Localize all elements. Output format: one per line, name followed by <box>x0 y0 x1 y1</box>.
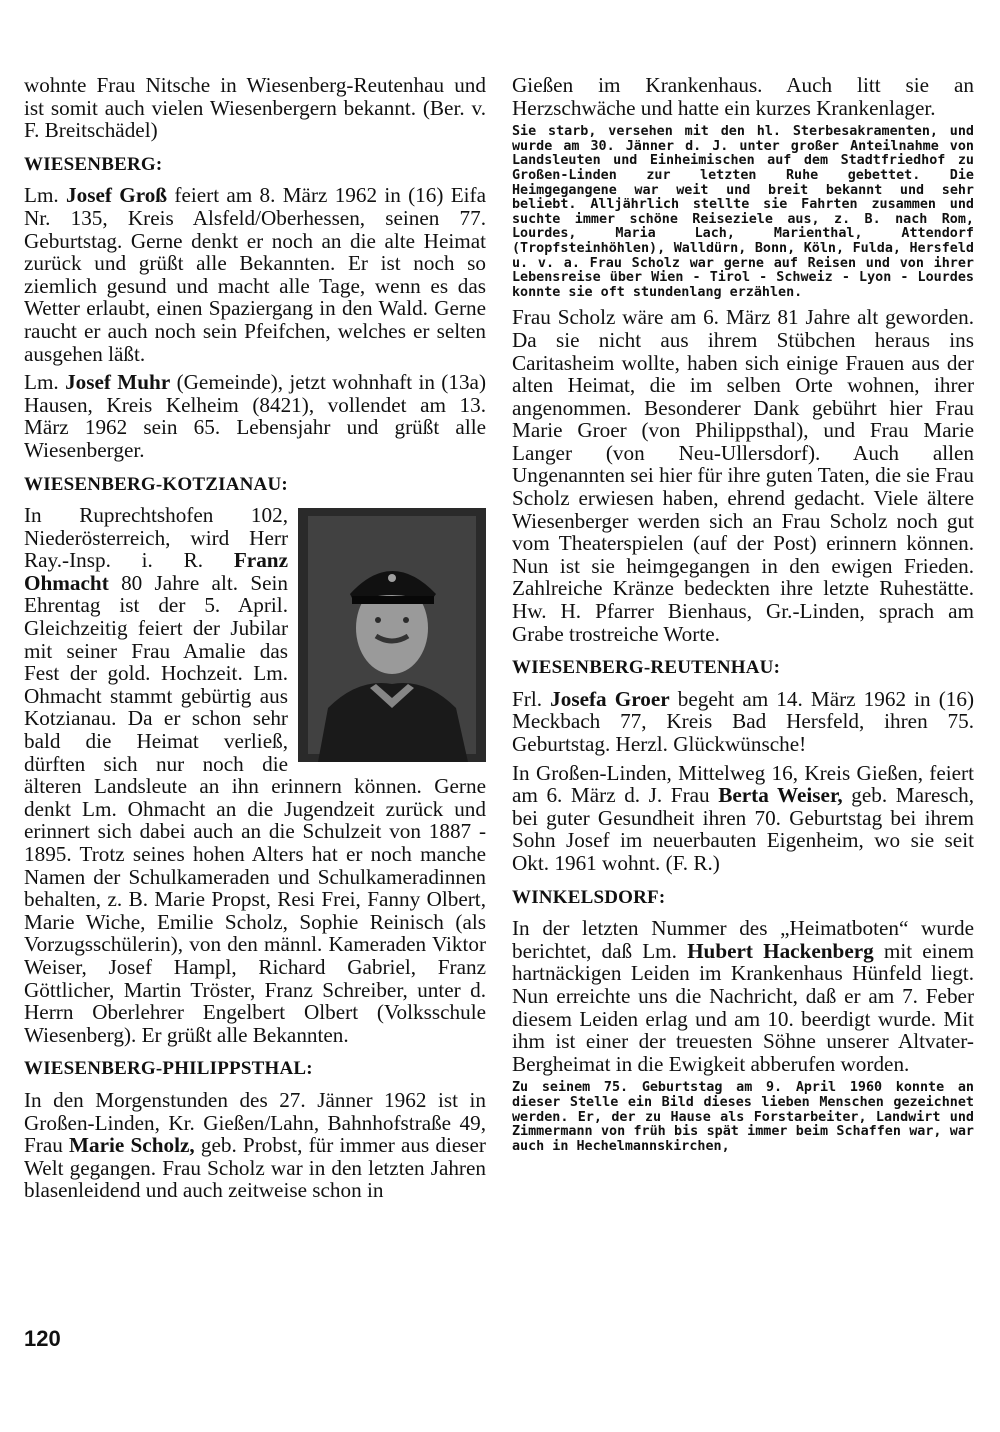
text: begeht am 14. März 1962 in (16) Meckbach 77, Kreis Bad Hersfeld, ihren 75. Geburtstag. Herzl. Glückwünsche! <box>512 686 975 756</box>
section-heading-reutenhau: WIESENBERG-REUTENHAU: <box>512 657 781 679</box>
article-josefa-groer <box>512 688 974 756</box>
text: In Ruprechtshofen 102, Niederösterreich, wird Herr Ray.-Insp. i. R. <box>24 503 288 573</box>
small-print-paragraph: Sie starb, versehen mit den hl. Sterbesakramenten, und wurde am 30. Jänner d. J. unter großer Anteilnahme von Landsleuten und Einheimischen auf dem Stadtfriedhof zu Großen-Linden zur letzten Ruhe gebettet. Die Heimgegangene war weit und breit bekannt und sehr beliebt. Alljährlich stellte sie Fahrten zusammen und suchte immer schöne Reiseziele aus, z. B. nach Rom, Lourdes, Maria Lach, Marienthal, Attendorf (Tropfsteinhöhlen), Walldürn, Bonn, Köln, Fulda, Hersfeld u. v. a. Frau Scholz war gerne auf Reisen und von ihrer Lebensreise über Wien - Tirol - Schweiz - Lyon - Lourdes konnte sie oft stundenlang erzählen. <box>512 124 974 300</box>
person-name: Josef Muhr <box>65 370 171 395</box>
article-marie-scholz <box>24 1089 486 1202</box>
section-heading-philippsthal: WIESENBERG-PHILIPPSTHAL: <box>24 1058 313 1080</box>
text: In Großen-Linden, Mittelweg 16, Kreis Gießen, feiert am 6. März d. J. Frau <box>512 760 974 808</box>
section-heading-wiesenberg: WIESENBERG: <box>24 153 163 175</box>
portrait-illustration <box>298 508 486 762</box>
article-berta-weiser <box>512 762 974 875</box>
section-heading-kotzianau: WIESENBERG-KOTZIANAU: <box>24 473 288 495</box>
text: geb. Maresch, bei guter Gesundheit ihren 70. Geburtstag bei ihrem Sohn Josef im neuerbauten Eigenheim, wo sie seit Okt. 1961 wohnt. (F. R.) <box>512 783 975 875</box>
person-name: Josef Groß <box>66 183 168 208</box>
section-heading-winkelsdorf: WINKELSDORF: <box>512 886 666 908</box>
text: geb. Probst, für immer aus dieser Welt gegangen. Frau Scholz war in den letzten Jahren blasenleidend und auch zeitweise schon in <box>24 1133 486 1203</box>
article-franz-ohmacht <box>24 504 486 1046</box>
person-name: Franz Ohmacht <box>24 548 288 595</box>
text: feiert am 8. März 1962 in (16) Eifa Nr. 135, Kreis Alsfeld/Oberhessen, seinen 77. Geburtstag. Gerne denkt er noch an die alte Heimat zurück und grüßt alle Bekannten. Er ist noch so ziemlich gesund und macht alle Tage, wenn es das Wetter erlaubt, einen Spaziergang in den Wald. Gerne raucht er auch noch sein Pfeifchen, welches er selten ausgehen läßt. <box>24 183 487 366</box>
text: In den Morgenstunden des 27. Jänner 1962 ist in Großen-Linden, Kr. Gießen/Lahn, Bahnhofstraße 49, Frau <box>24 1087 486 1158</box>
person-name: Marie Scholz, <box>69 1133 195 1158</box>
text: 80 Jahre alt. Sein Ehrentag ist der 5. April. Gleichzeitig feiert der Jubilar mit seiner Frau Amalie das Fest der gold. Hochzeit. Lm. Ohmacht stammt gebürtig aus Kotzianau. Da er schon sehr bald die Heimat verließ, dürften sich nur noch die älteren Landsleute an ihn erinnern können. Gerne denkt Lm. Ohmacht an die Jugendzeit zurück und erinnert sich dabei auch an die Schulzeit von 1887 - 1895. Trotz seines hohen Alters hat er noch manche Namen der Schulkameraden und Schulkameradinnen behalten, z. B. Marie Propst, Resi Frei, Fanny Olbert, Marie Wiche, Emilie Scholz, Sophie Reinisch (als Vorzugsschülerin), von den männl. Kameraden Viktor Weiser, Josef Hampl, Richard Gabriel, Franz Göttlicher, Martin Tröster, Franz Schreiber, unter d. Herrn Oberlehrer Engelbert Olbert (Volksschule Wiesenberg). Er grüßt alle Bekannten. <box>24 570 486 1047</box>
person-name: Hubert Hackenberg <box>687 938 874 963</box>
intro-paragraph: wohnte Frau Nitsche in Wiesenberg-Reutenhau und ist somit auch vielen Wiesenbergern bekannt. (Ber. v. F. Breitschädel) <box>24 73 486 143</box>
article-hubert-hackenberg <box>512 917 974 1075</box>
text: (Gemeinde), jetzt wohnhaft in (13a) Hausen, Kreis Kelheim (8421), vollendet am 13. März 1962 sein 65. Lebensjahr und grüßt alle Wiesenberger. <box>24 370 487 462</box>
text: Lm. <box>24 370 59 395</box>
text: In der letzten Nummer des „Heimatboten“ wurde berichtet, daß Lm. <box>512 916 974 963</box>
text: mit einem hartnäckigen Leiden im Krankenhaus Hünfeld liegt. Nun erreichte uns die Nachricht, daß er am 7. Feber diesem Leiden erlag und am 10. beerdigt wurde. Mit ihm ist einer der treuesten Söhne unserer Altvater-Bergheimat in die Ewigkeit abberufen worden. <box>512 938 975 1076</box>
continued-paragraph: Gießen im Krankenhaus. Auch litt sie an Herzschwäche und hatte ein kurzes Krankenlager. <box>512 73 974 120</box>
small-print-paragraph: Zu seinem 75. Geburtstag am 9. April 1960 konnte an dieser Stelle ein Bild dieses lieben Menschen gezeichnet werden. Er, der zu Hause als Forstarbeiter, Landwirt und Zimmermann von früh bis spät immer beim Schaffen war, war auch in Hechelmannskirchen, <box>512 1080 974 1154</box>
text: Lm. <box>24 183 59 208</box>
portrait-photo <box>298 508 486 762</box>
text: Frl. <box>512 686 543 711</box>
page-number: 120 <box>24 1326 61 1351</box>
person-name: Berta Weiser, <box>718 783 843 808</box>
article-paragraph: Frau Scholz wäre am 6. März 81 Jahre alt geworden. Da sie nicht aus ihrem Stübchen heraus ins Caritasheim wollte, haben sich einige Frauen aus der alten Heimat, die im selben Orte wohnen, ihrer angenommen. Besonderer Dank gebührt hier Frau Marie Groer (von Philippsthal), und Frau Marie Langer (von Neu-Ullersdorf). Auch allen Ungenannten sei hier für ihre guten Taten, die sie Frau Scholz erwiesen haben, ehrend gedacht. Viele ältere Wiesenberger werden sich an Frau Scholz noch gut vom Theaterspielen (auf der Post) erinnern können. Nun ist sie heimgegangen in den ewigen Frieden. Zahlreiche Kränze bedeckten ihre letzte Ruhestätte. Hw. H. Pfarrer Bienhaus, Gr.-Linden, sprach am Grabe trostreiche Worte. <box>512 305 974 646</box>
article-josef-gross <box>24 184 486 365</box>
right-column <box>512 74 974 1160</box>
article-josef-muhr <box>24 371 486 461</box>
person-name: Josefa Groer <box>550 686 670 711</box>
left-column <box>24 74 486 1208</box>
